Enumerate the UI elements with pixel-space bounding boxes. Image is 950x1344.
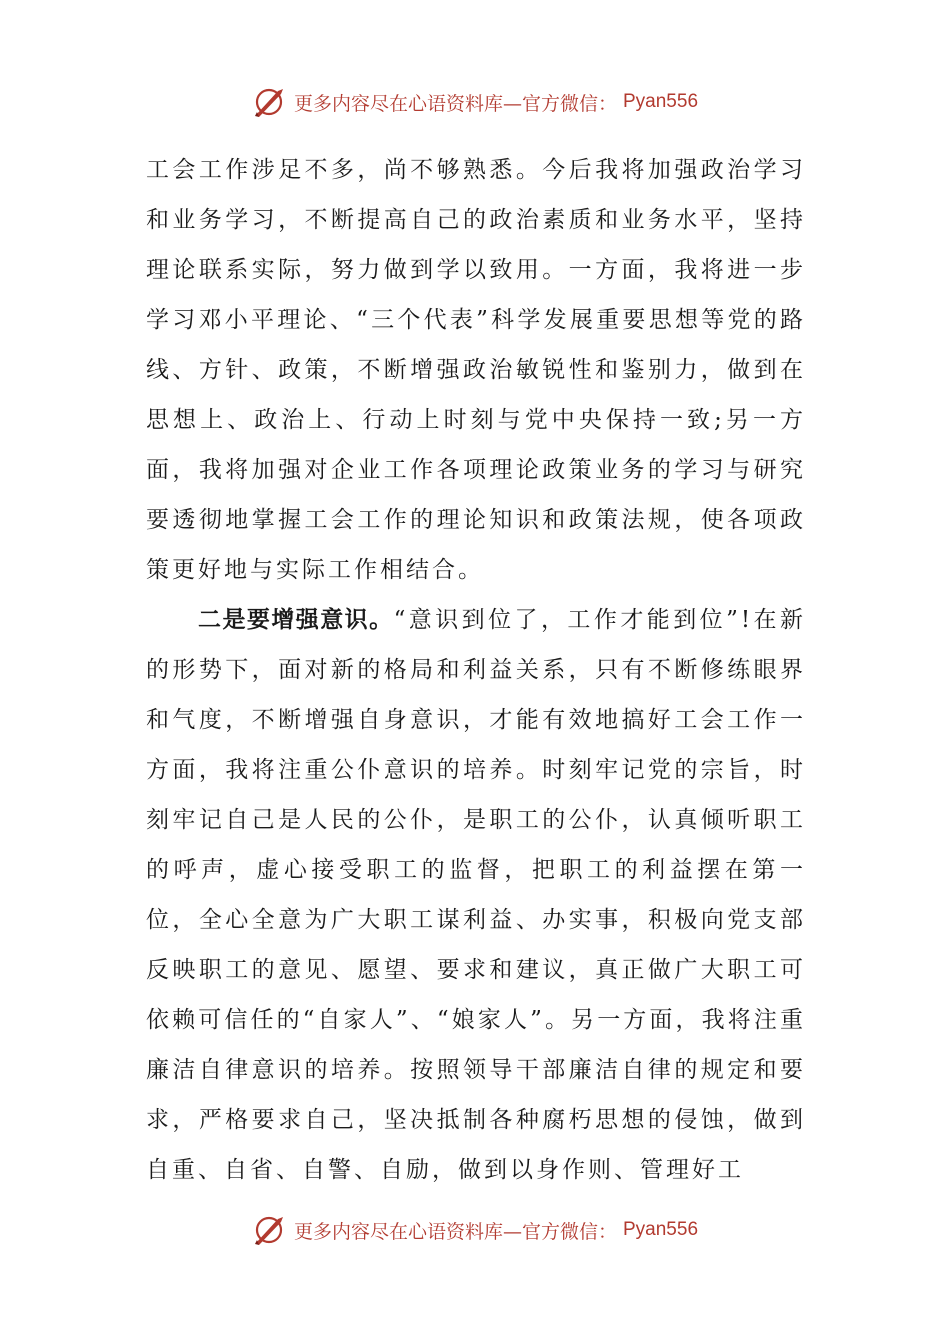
- paragraph-lead: 二是要增强意识。: [198, 607, 394, 633]
- footer-banner: [0, 1210, 950, 1250]
- paragraph-text: 工会工作涉足不多，尚不够熟悉。今后我将加强政治学习和业务学习，不断提高自己的政治素质和业务水平，坚持理论联系实际，努力做到学以致用。一方面，我将进一步学习邓小平理论、“三个代表”科学发展重要思想等党的路线、方针、政策，不断增强政治敏锐性和鉴别力，做到在思想上、政治上、行动上时刻与党中央保持一致;另一方面，我将加强对企业工作各项理论政策业务的学习与研究要透彻地掌握工会工作的理论知识和政策法规，使各项政策更好地与实际工作相结合。: [146, 157, 806, 583]
- paragraph-2: [146, 595, 806, 1195]
- header-banner: [0, 82, 950, 122]
- banner-text: 更多内容尽在心语资料库—官方微信：: [293, 92, 617, 115]
- paragraph-text: “意识到位了，工作才能到位”!在新的形势下，面对新的格局和利益关系，只有不断修练眼界和气度，不断增强自身意识，才能有效地搞好工会工作一方面，我将注重公仆意识的培养。时刻牢记党的宗旨，时刻牢记自己是人民的公仆，是职工的公仆，认真倾听职工的呼声，虚心接受职工的监督，把职工的利益摆在第一位，全心全意为广大职工谋利益、办实事，积极向党支部反映职工的意见、愿望、要求和建议，真正做广大职工可依赖可信任的“自家人”、“娘家人”。另一方面，我将注重廉洁自律意识的培养。按照领导干部廉洁自律的规定和要求，严格要求自己，坚决抵制各种腐朽思想的侵蚀，做到自重、自省、自警、自励，做到以身作则、管理好工: [146, 607, 806, 1183]
- wechat-id: Pyan556: [623, 1219, 699, 1240]
- document-body: [146, 145, 806, 1195]
- pen-logo-icon: [252, 1213, 288, 1247]
- banner-text: 更多内容尽在心语资料库—官方微信：: [293, 1220, 617, 1243]
- paragraph-1: [146, 145, 806, 595]
- pen-logo-icon: [252, 85, 288, 119]
- wechat-id: Pyan556: [623, 91, 699, 112]
